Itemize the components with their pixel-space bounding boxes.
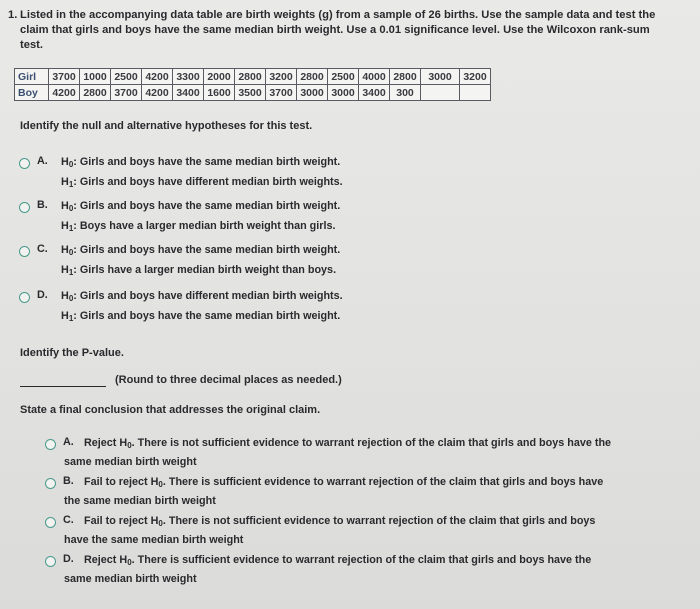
radio-hypotheses-c[interactable] bbox=[19, 246, 30, 257]
table-cell: 4200 bbox=[49, 85, 80, 101]
table-cell: 3700 bbox=[266, 85, 297, 101]
row-label-girl: Girl bbox=[15, 69, 49, 85]
conclusion-a-line2[interactable]: same median birth weight bbox=[64, 456, 197, 468]
option-d-h1[interactable]: $H_1$: Girls and boys have the same median birth weight. bbox=[61, 310, 341, 323]
option-letter: B. bbox=[37, 199, 48, 211]
row-label-boy: Boy bbox=[15, 85, 49, 101]
option-b-h0[interactable]: $H_0$: Girls and boys have the same median birth weight. bbox=[61, 200, 341, 213]
table-cell: 3200 bbox=[266, 69, 297, 85]
table-row-boy bbox=[15, 85, 491, 101]
table-cell: 2500 bbox=[328, 69, 359, 85]
option-letter: C. bbox=[63, 514, 74, 526]
option-c-h0[interactable]: $H_0$: Girls and boys have the same median birth weight. bbox=[61, 244, 341, 257]
table-cell: 4000 bbox=[359, 69, 390, 85]
conclusion-prompt: State a final conclusion that addresses the original claim. bbox=[20, 404, 321, 416]
table-cell: 2000 bbox=[204, 69, 235, 85]
p-value-prompt: Identify the P-value. bbox=[20, 347, 124, 359]
intro-line-1: 1. Listed in the accompanying data table are birth weights (g) from a sample of 26 births. Use the sample data and test the bbox=[8, 9, 656, 21]
radio-conclusion-a[interactable] bbox=[45, 439, 56, 450]
option-a-h1[interactable]: $H_1$: Girls and boys have different median birth weights. bbox=[61, 176, 343, 189]
table-cell: 3000 bbox=[328, 85, 359, 101]
table-cell: 3700 bbox=[49, 69, 80, 85]
conclusion-c-line2[interactable]: have the same median birth weight bbox=[64, 534, 244, 546]
table-cell: 3300 bbox=[173, 69, 204, 85]
conclusion-d-text[interactable]: Reject $H_0$. There is sufficient evidence to warrant rejection of the claim that girls and boys have the bbox=[84, 554, 592, 567]
option-letter: D. bbox=[37, 289, 48, 301]
table-cell: 3500 bbox=[235, 85, 266, 101]
option-letter: D. bbox=[63, 553, 74, 565]
intro-line-2: claim that girls and boys have the same median birth weight. Use a 0.01 significance level. Use the Wilcoxon rank-sum bbox=[20, 24, 650, 36]
option-c-h1[interactable]: $H_1$: Girls have a larger median birth weight than boys. bbox=[61, 264, 337, 277]
conclusion-d-line2[interactable]: same median birth weight bbox=[64, 573, 197, 585]
option-letter: B. bbox=[63, 475, 74, 487]
problem-statement bbox=[8, 8, 692, 53]
option-a-h0[interactable]: $H_0$: Girls and boys have the same median birth weight. bbox=[61, 156, 341, 169]
option-d-h0[interactable]: $H_0$: Girls and boys have different median birth weights. bbox=[61, 290, 343, 303]
conclusion-b-line2[interactable]: the same median birth weight bbox=[64, 495, 216, 507]
radio-hypotheses-b[interactable] bbox=[19, 202, 30, 213]
table-cell: 2500 bbox=[111, 69, 142, 85]
conclusion-a-text[interactable]: Reject $H_0$. There is not sufficient evidence to warrant rejection of the claim that girls and boys have the bbox=[84, 437, 612, 450]
table-cell: 3400 bbox=[359, 85, 390, 101]
hypotheses-prompt: Identify the null and alternative hypotheses for this test. bbox=[20, 120, 313, 132]
table-cell: 3400 bbox=[173, 85, 204, 101]
radio-conclusion-b[interactable] bbox=[45, 478, 56, 489]
conclusion-c-text[interactable]: Fail to reject $H_0$. There is not sufficient evidence to warrant rejection of the claim that girls and boys bbox=[84, 515, 596, 528]
radio-conclusion-c[interactable] bbox=[45, 517, 56, 528]
intro-line-3: test. bbox=[20, 39, 44, 51]
table-cell: 3000 bbox=[421, 69, 460, 85]
radio-hypotheses-a[interactable] bbox=[19, 158, 30, 169]
rounding-hint: (Round to three decimal places as needed.) bbox=[115, 374, 342, 386]
table-cell: 2800 bbox=[235, 69, 266, 85]
p-value-answer-field[interactable] bbox=[20, 386, 106, 387]
table-cell: 2800 bbox=[390, 69, 421, 85]
table-row-girl bbox=[15, 69, 491, 85]
conclusion-b-text[interactable]: Fail to reject $H_0$. There is sufficient evidence to warrant rejection of the claim that girls and boys have bbox=[84, 476, 604, 489]
table-cell bbox=[421, 85, 460, 101]
table-cell: 3200 bbox=[460, 69, 491, 85]
table-cell: 300 bbox=[390, 85, 421, 101]
birth-weight-table bbox=[14, 68, 491, 101]
table-cell: 1600 bbox=[204, 85, 235, 101]
option-letter: A. bbox=[63, 436, 74, 448]
option-b-h1[interactable]: $H_1$: Boys have a larger median birth weight than girls. bbox=[61, 220, 336, 233]
table-cell: 2800 bbox=[297, 69, 328, 85]
radio-hypotheses-d[interactable] bbox=[19, 292, 30, 303]
table-cell: 4200 bbox=[142, 85, 173, 101]
table-cell: 1000 bbox=[80, 69, 111, 85]
table-cell bbox=[460, 85, 491, 101]
table-cell: 3700 bbox=[111, 85, 142, 101]
option-letter: A. bbox=[37, 155, 48, 167]
table-cell: 4200 bbox=[142, 69, 173, 85]
table-cell: 2800 bbox=[80, 85, 111, 101]
option-letter: C. bbox=[37, 243, 48, 255]
table-cell: 3000 bbox=[297, 85, 328, 101]
radio-conclusion-d[interactable] bbox=[45, 556, 56, 567]
question-number: 1. bbox=[8, 9, 18, 21]
